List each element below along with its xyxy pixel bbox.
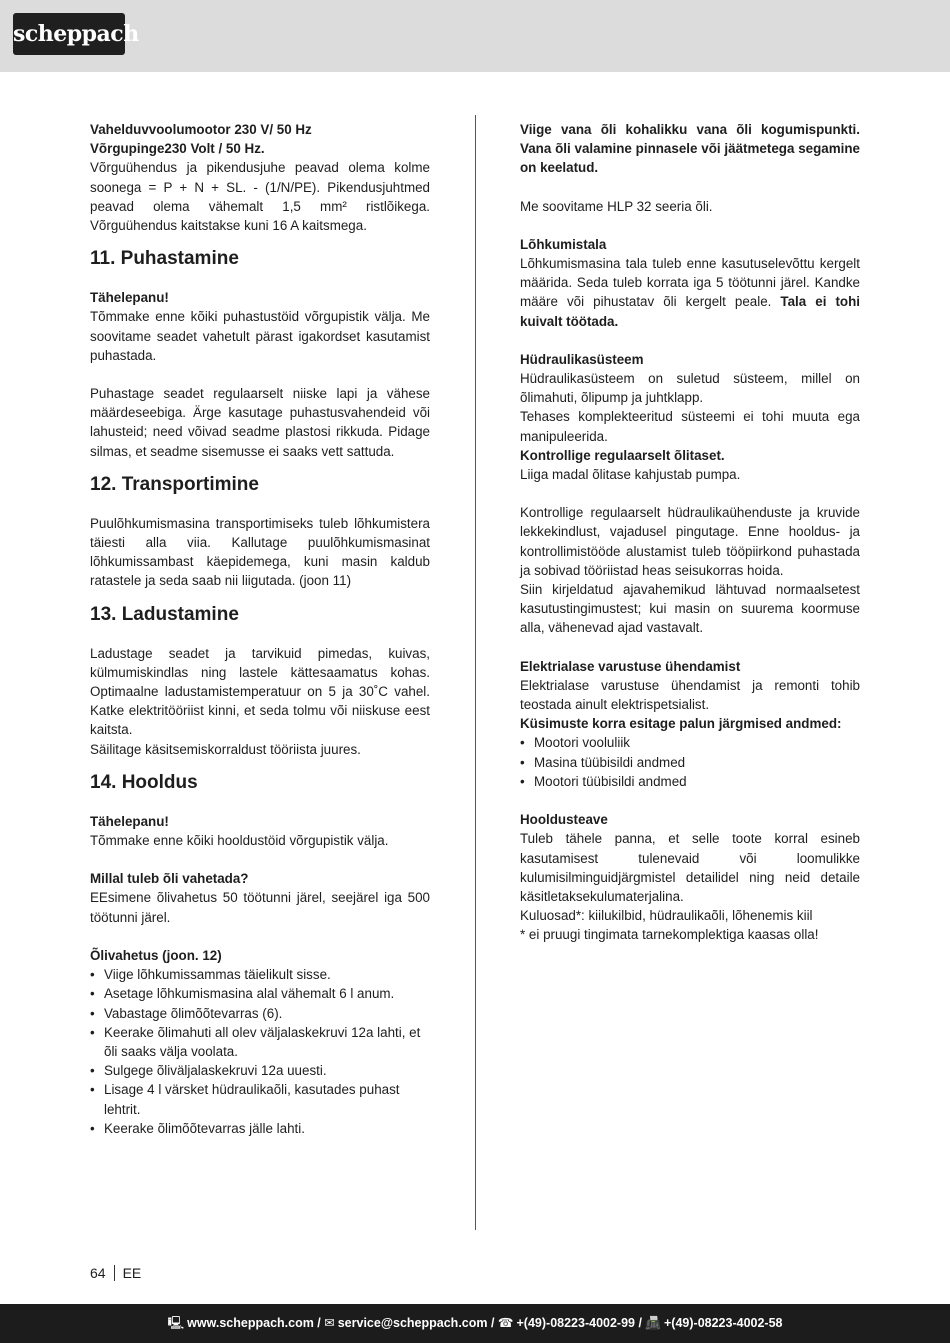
splitting-beam-title: Lõhkumistala	[520, 236, 607, 252]
footer-email[interactable]: service@scheppach.com	[337, 1316, 488, 1330]
service-info-para-1: Tuleb tähele panna, et selle toote korral esineb kasutamisest tulenevaid või loomulikke kulumisilminguidjärgmistel detailidel ning neid detaile käsitletaksekulumaterjalina.	[520, 831, 860, 904]
hydraulics-para-4: Kontrollige regulaarselt hüdraulikaühenduste ja kruvide lekkekindlust, vajadusel pingutage. Enne hooldus- ja kontrollimistööde alustamist tuleb tööpiirkond puhastada ja sobivad tööriistad heas seisukorras hoida.	[520, 505, 860, 578]
hydraulics-para-1: Hüdraulikasüsteem on suletud süsteem, millel on õlimahuti, õlipump ja juhtklapp.	[520, 371, 860, 406]
section-13-title: 13. Ladustamine	[90, 603, 239, 625]
s12-para-1: Puulõhkumismasina transportimiseks tuleb lõhkumistera täiesti alla viia. Kallutage puulõhkumismasinat lõhkumissambast käepidemega, kuni masin kaldub ratastele ja seda saab nii liigutada. (joon 11)	[90, 515, 430, 589]
connection-text: Võrguühendus ja pikendusjuhe peavad olema kolme soonega = P + N + SL. - (1/N/PE). Pikendusjuhtmed peavad olema vähemalt 1,5 mm² ristlõikega. Võrguühendus kaitstakse kuni 16 A kaitsmega.	[90, 160, 430, 234]
hydraulics-title: Hüdraulikasüsteem	[520, 351, 644, 367]
hydraulics-para-2: Tehases komplekteeritud süsteemi ei tohi muuta ega manipuleerida.	[520, 409, 860, 444]
column-divider	[475, 115, 476, 1230]
motor-spec: Vahelduvvoolumootor 230 V/ 50 Hz	[90, 122, 312, 137]
brand-logo: scheppach	[13, 13, 125, 55]
splitting-beam-warning: Tala ei tohi kuivalt töötada.	[520, 294, 860, 329]
s14-para-1: Tõmmake enne kõiki hooldustöid võrgupistik välja.	[90, 833, 389, 849]
s13-para-2: Säilitage käsitsemiskorraldust tööriista juures.	[90, 741, 361, 757]
page-number-divider	[114, 1265, 115, 1281]
footer-phone: +(49)-08223-4002-99	[516, 1316, 635, 1330]
phone-icon: ☎	[497, 1316, 514, 1330]
electrical-questions: Küsimuste korra esitage palun järgmised andmed:	[520, 716, 842, 732]
s11-para-2: Puhastage seadet regulaarselt niiske lapi ja vähese määrdeseebiga. Ärge kasutage puhastusvahendeid või lahusteid; need võivad seadme plastosi rikkuda. Pidage silmas, et seadme sisemusse ei saaks vett sattuda.	[90, 386, 430, 459]
left-column	[90, 120, 430, 1138]
electrical-para-1: Elektrialase varustuse ühendamist ja remonti tohib teostada ainult elektrispetsialist.	[520, 677, 860, 713]
section-14-title: 14. Hooldus	[90, 771, 198, 793]
page-number: 64	[90, 1265, 106, 1281]
oil-change-steps	[90, 965, 430, 1138]
list-item: • Viige lõhkumissammas täielikult sisse.	[90, 965, 430, 984]
language-code: EE	[122, 1265, 142, 1281]
electrical-title: Elektrialase varustuse ühendamist	[520, 658, 741, 674]
s11-warning: Tähelepanu!	[90, 290, 169, 306]
footer-website[interactable]: www.scheppach.com	[187, 1316, 314, 1330]
section-11-title: 11. Puhastamine	[90, 248, 239, 270]
list-item: • Keerake õlimahuti all olev väljalaskekruvi 12a lahti, et õli saaks välja voolata.	[90, 1023, 430, 1061]
s14-warning: Tähelepanu!	[90, 813, 169, 829]
footer-fax: +(49)-08223-4002-58	[664, 1316, 783, 1330]
list-item: • Lisage 4 l värsket hüdraulikaõli, kasutades puhast lehtrit.	[90, 1080, 430, 1118]
oil-recommendation: Me soovitame HLP 32 seeria õli.	[520, 198, 713, 214]
oil-change-question: Millal tuleb õli vahetada?	[90, 871, 249, 887]
list-item: • Masina tüübisildi andmed	[520, 753, 860, 772]
s11-para-1: Tõmmake enne kõiki puhastustöid võrgupistik välja. Me soovitame seadet vahetult pärast igakordset kasutamist puhastada.	[90, 309, 430, 363]
list-item: • Vabastage õlimõõtevarras (6).	[90, 1004, 430, 1023]
section-12-title: 12. Transportimine	[90, 473, 259, 495]
oil-change-interval: EEsimene õlivahetus 50 töötunni järel, seejärel iga 500 töötunni järel.	[90, 890, 430, 925]
hydraulics-para-3: Liiga madal õlitase kahjustab pumpa.	[520, 467, 741, 483]
list-item: • Mootori tüübisildi andmed	[520, 772, 860, 791]
service-info-para-2: Kuluosad*: kiilukilbid, hüdraulikaõli, lõhenemis kiil	[520, 908, 813, 924]
service-info-para-3: * ei pruugi tingimata tarnekomplektiga kaasas olla!	[520, 927, 819, 943]
computer-icon: 🖳	[167, 1316, 185, 1330]
hydraulics-check-oil: Kontrollige regulaarselt õlitaset.	[520, 447, 725, 463]
fax-icon: 📠	[645, 1316, 661, 1330]
list-item: • Sulgege õliväljalaskekruvi 12a uuesti.	[90, 1061, 430, 1080]
service-info-title: Hooldusteave	[520, 812, 608, 828]
list-item: • Keerake õlimõõtevarras jälle lahti.	[90, 1119, 430, 1138]
list-item: • Asetage lõhkumismasina alal vähemalt 6 l anum.	[90, 984, 430, 1003]
envelope-icon: ✉	[324, 1316, 335, 1330]
s13-para-1: Ladustage seadet ja tarvikuid pimedas, kuivas, külmumiskindlas ning lastele kättesaamatus kohas. Optimaalne ladustamistemperatuur on 5 ja 30˚C vahel. Katke elektritööriist kinni, et seda tolmu või niiskuse eest kaitsta.	[90, 645, 430, 738]
used-oil-warning: Viige vana õli kohalikku vana õli kogumispunkti. Vana õli valamine pinnasele või jäätmetega segamine on keelatud.	[520, 122, 860, 176]
list-item: • Mootori vooluliik	[520, 733, 860, 752]
page-number-block	[90, 1265, 141, 1281]
electrical-items	[520, 733, 860, 791]
hydraulics-para-5: Siin kirjeldatud ajavahemikud lähtuvad normaalsetest kasutustingimustest; kui masin on suurema koormuse alla, vähenevad ajad vastavalt.	[520, 582, 860, 636]
oil-change-title: Õlivahetus (joon. 12)	[90, 947, 222, 963]
page-header	[0, 0, 950, 72]
splitting-beam-text: Lõhkumismasina tala tuleb enne kasutuselevõttu kergelt määrida. Seda tuleb korrata iga 5 töötunni järel. Kandke määre või pihustatav õli kergelt peale. Tala ei tohi kuivalt töötada.	[520, 256, 860, 329]
page-footer: 🖳 www.scheppach.com / ✉ service@scheppach.com / ☎ +(49)-08223-4002-99 / 📠 +(49)-08223-4002-58	[0, 1304, 950, 1343]
right-column	[520, 120, 860, 945]
voltage-spec: Võrgupinge230 Volt / 50 Hz.	[90, 141, 265, 157]
